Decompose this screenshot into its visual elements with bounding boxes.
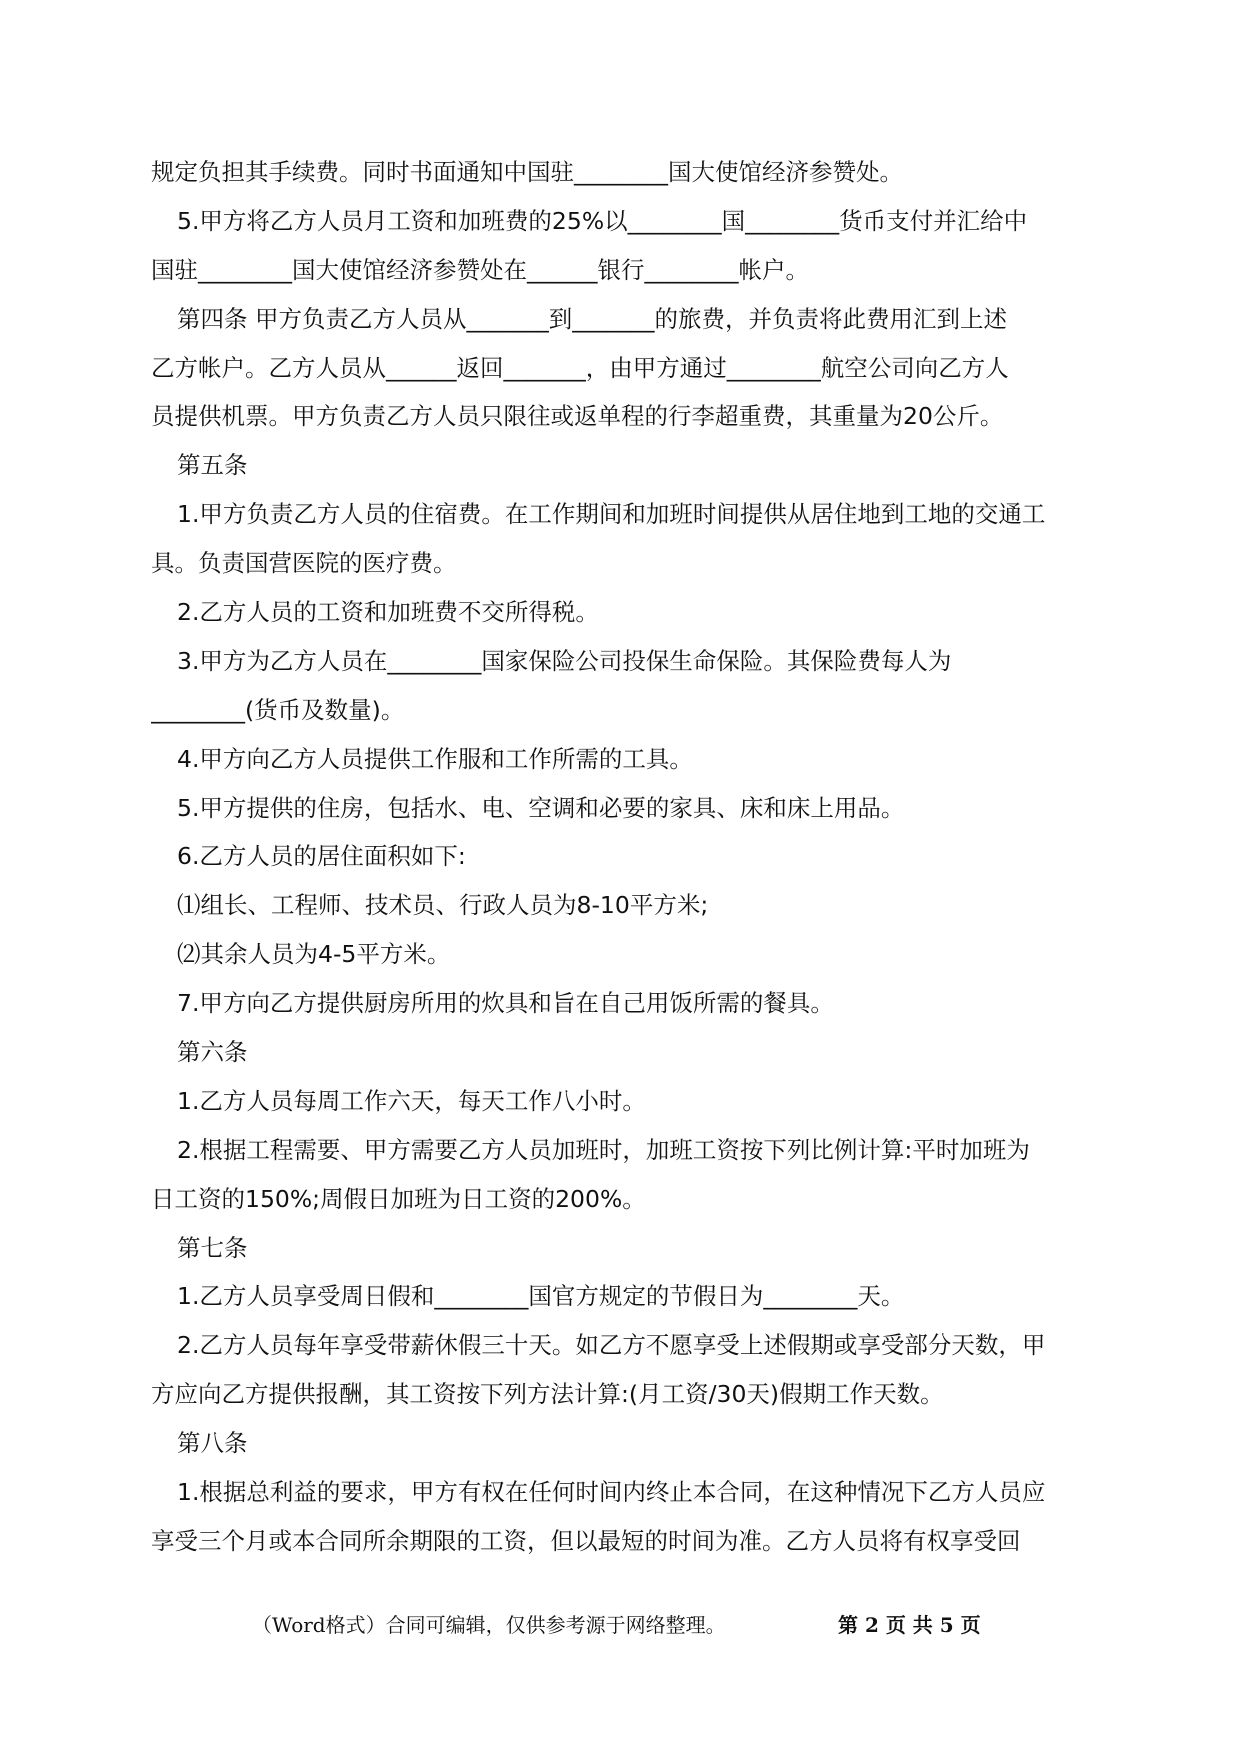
text-line: 员提供机票。甲方负责乙方人员只限往或返单程的行李超重费，其重量为20公斤。 — [151, 402, 1004, 431]
text-line: 2.乙方人员的工资和加班费不交所得税。 — [177, 598, 599, 627]
text-line: 3.甲方为乙方人员在________国家保险公司投保生命保险。其保险费每人为 — [177, 646, 952, 675]
page-number: 第 2 页 共 5 页 — [838, 1613, 981, 1637]
section-heading: 第五条 — [177, 451, 248, 480]
text-line: ________(货币及数量)。 — [151, 695, 405, 724]
section-heading: 第八条 — [177, 1429, 248, 1458]
section-heading: 第六条 — [177, 1038, 248, 1067]
text-line: 1.根据总利益的要求，甲方有权在任何时间内终止本合同，在这种情况下乙方人员应 — [177, 1478, 1046, 1507]
text-line: 2.乙方人员每年享受带薪休假三十天。如乙方不愿享受上述假期或享受部分天数，甲 — [177, 1331, 1046, 1360]
text-line: 具。负责国营医院的医疗费。 — [151, 549, 457, 578]
text-line: 规定负担其手续费。同时书面通知中国驻________国大使馆经济参赞处。 — [151, 158, 903, 186]
text-line: ⑴组长、工程师、技术员、行政人员为8-10平方米; — [177, 891, 709, 920]
text-line: 1.甲方负责乙方人员的住宿费。在工作期间和加班时间提供从居住地到工地的交通工 — [177, 500, 1046, 529]
text-line: 4.甲方向乙方人员提供工作服和工作所需的工具。 — [177, 744, 693, 773]
text-line: 6.乙方人员的居住面积如下: — [177, 842, 466, 871]
text-line: 日工资的150%;周假日加班为日工资的200%。 — [151, 1184, 646, 1213]
text-line: 5.甲方将乙方人员月工资和加班费的25%以________国________货币支付并汇给中 — [177, 206, 1028, 235]
text-line: 国驻________国大使馆经济参赞处在______银行________帐户。 — [151, 255, 809, 284]
text-line: 1.乙方人员享受周日假和________国官方规定的节假日为________天。 — [177, 1282, 905, 1311]
text-line: 方应向乙方提供报酬，其工资按下列方法计算:(月工资/30天)假期工作天数。 — [151, 1380, 944, 1409]
text-line: 1.乙方人员每周工作六天，每天工作八小时。 — [177, 1086, 646, 1115]
footer-note: （Word格式）合同可编辑，仅供参考源于网络整理。 — [252, 1613, 726, 1637]
text-line: 5.甲方提供的住房，包括水、电、空调和必要的家具、床和床上用品。 — [177, 793, 905, 822]
document-body — [151, 148, 1092, 1566]
text-line: 2.根据工程需要、甲方需要乙方人员加班时，加班工资按下列比例计算:平时加班为 — [177, 1135, 1030, 1164]
text-line: 享受三个月或本合同所余期限的工资，但以最短的时间为准。乙方人员将有权享受回 — [151, 1526, 1021, 1555]
text-line: 第四条 甲方负责乙方人员从_______到_______的旅费，并负责将此费用汇到上述 — [177, 304, 1007, 333]
text-line: ⑵其余人员为4-5平方米。 — [177, 940, 451, 969]
text-line: 乙方帐户。乙方人员从______返回_______，由甲方通过________航空公司向乙方人 — [151, 353, 1009, 382]
text-line: 7.甲方向乙方提供厨房所用的炊具和旨在自己用饭所需的餐具。 — [177, 989, 834, 1018]
section-heading: 第七条 — [177, 1233, 248, 1262]
